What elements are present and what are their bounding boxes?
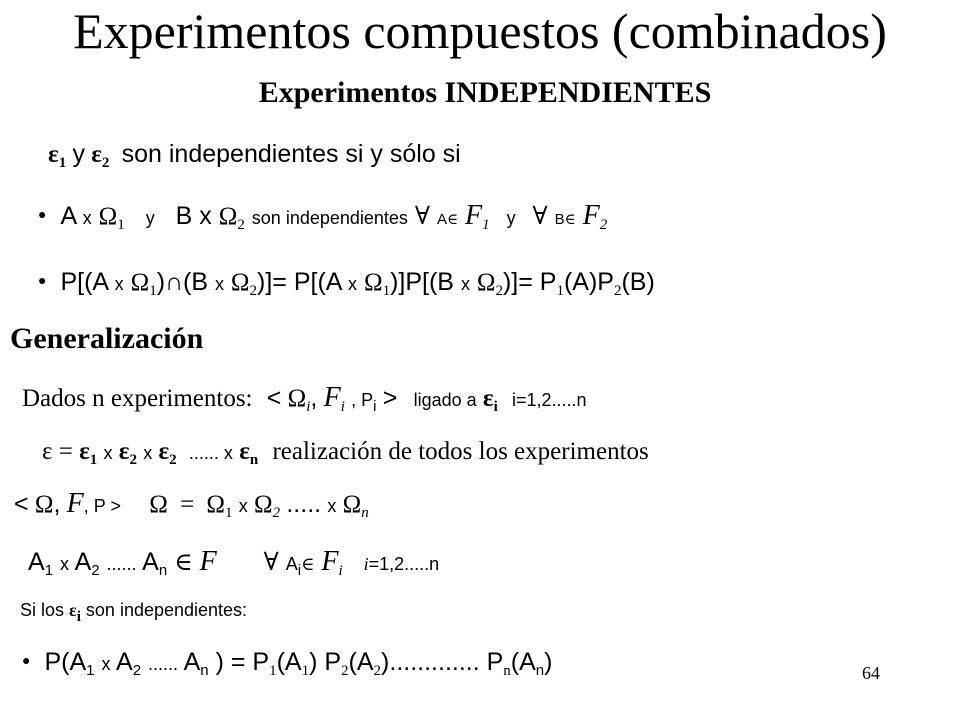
epsilon-definition-line: $\varepsilon = \varepsilon_1$ x $\varepsilon_2$ x $\varepsilon_2$ ...... x $\varepsilon_n$ realización de todos los experimentos: [42, 438, 649, 468]
bullet-probability-product: ● P[(A x $\Omega_1)\cap(B$ x $\Omega_2)]= P[(A$ x $\Omega_1)]P[(B$ x $\Omega_2)]= P_1(A)P_2(B)$: [38, 268, 655, 299]
page-number: 64: [862, 663, 880, 683]
bullet-independence-definition: ● A x $\Omega_1$ y B x $\Omega_2$ son independientes ∀ A∈ $F_1$ y ∀ B∈ $F_2$: [38, 200, 608, 233]
bullet-icon: ●: [38, 206, 47, 222]
dados-line: Dados n experimentos: < $\Omega_i$, $F_i$ , $P_i$ > ligado a $\varepsilon_i$ i=1,2.....n: [22, 382, 587, 415]
bullet-icon: ●: [38, 272, 47, 288]
bullet-joint-probability: ● $P(A_1$ x $A_2$ ...... $A_n$ ) = $P_1(A_1)$ $P_2(A_2)$............. $P_n(A_n)$: [22, 648, 553, 679]
product-sigma-algebra-line: $A_1$ x $A_2$ ...... $A_n$ ∈ F ∀ $A_i\in$ $F_i$ i=1,2.....n: [28, 546, 440, 579]
independence-condition: $\varepsilon_1$ y $\varepsilon_2$ son independientes si y sólo si: [48, 140, 461, 171]
slide-subtitle: Experimentos INDEPENDIENTES: [258, 76, 712, 109]
bullet-icon: ●: [22, 652, 31, 668]
generalization-heading: Generalización: [10, 322, 204, 355]
slide-title: Experimentos compuestos (combinados): [73, 3, 887, 59]
si-los-line: Si los $\varepsilon_i$ son independientes:: [20, 600, 248, 625]
probability-space-line: < Ω, F, $P > \Omega = \Omega_1$ x $\Omega_2$ ..... x $\Omega_n$: [14, 488, 369, 521]
